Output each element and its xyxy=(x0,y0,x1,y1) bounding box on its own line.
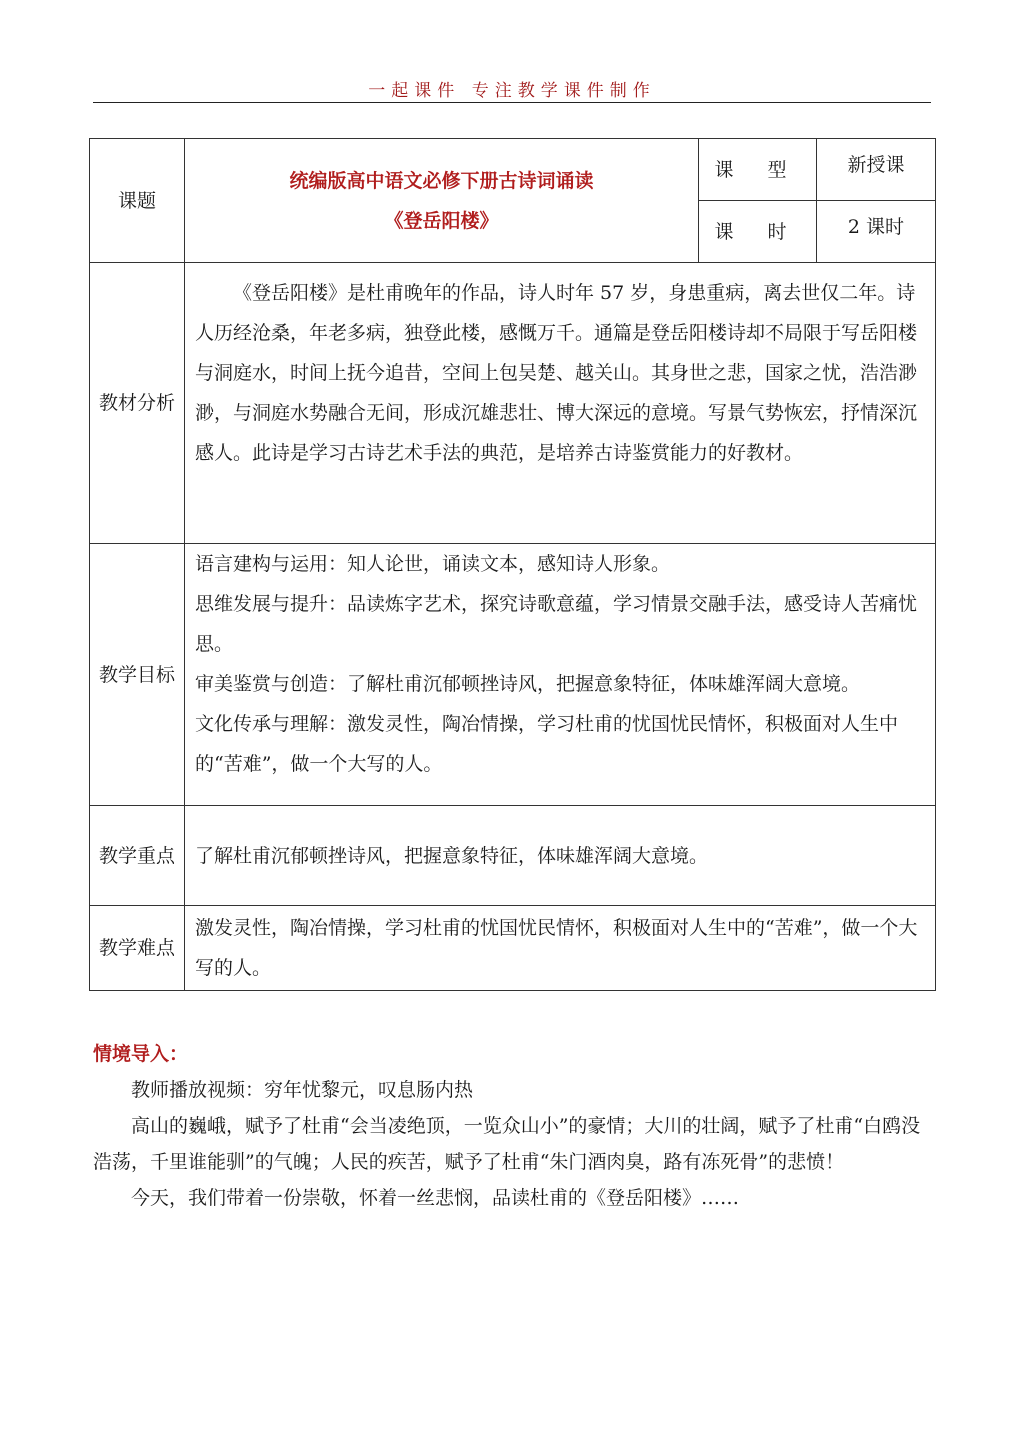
goal-item: 审美鉴赏与创造：了解杜甫沉郁顿挫诗风，把握意象特征，体味雄浑阔大意境。 xyxy=(195,673,861,695)
goal-item: 文化传承与理解：激发灵性，陶冶情操，学习杜甫的忧国忧民情怀，积极面对人生中的“苦难”，做一个大写的人。 xyxy=(195,713,899,775)
intro-heading: 情境导入： xyxy=(93,1043,189,1065)
topic-title xyxy=(185,139,699,263)
lesson-plan-table xyxy=(89,138,936,991)
difficulty-label: 教学难点 xyxy=(90,906,185,991)
goals-label: 教学目标 xyxy=(90,544,185,806)
topic-line1: 统编版高中语文必修下册古诗词诵读 xyxy=(289,169,594,192)
key-point-label: 教学重点 xyxy=(90,806,185,906)
analysis-cell xyxy=(185,263,936,544)
page-header xyxy=(93,76,931,103)
intro-paragraph: 教师播放视频：穷年忧黎元，叹息肠内热 xyxy=(131,1079,474,1101)
hours-label: 课 时 xyxy=(699,201,817,263)
goal-item: 思维发展与提升：品读炼字艺术，探究诗歌意蕴，学习情景交融手法，感受诗人苦痛忧思。 xyxy=(195,593,918,655)
goals-cell xyxy=(185,544,936,806)
difficulty-text: 激发灵性，陶冶情操，学习杜甫的忧国忧民情怀，积极面对人生中的“苦难”，做一个大写的人。 xyxy=(185,906,936,991)
header-text: 一起课件 专注教学课件制作 xyxy=(368,81,656,101)
key-point-text: 了解杜甫沉郁顿挫诗风，把握意象特征，体味雄浑阔大意境。 xyxy=(185,806,936,906)
intro-paragraph: 今天，我们带着一份崇敬，怀着一丝悲悯，品读杜甫的《登岳阳楼》…… xyxy=(131,1187,740,1209)
hours-value: 2 课时 xyxy=(817,201,936,263)
topic-label: 课题 xyxy=(90,139,185,263)
topic-line2: 《登岳阳楼》 xyxy=(384,209,499,232)
intro-section xyxy=(93,1036,939,1216)
intro-paragraph: 高山的巍峨，赋予了杜甫“会当凌绝顶，一览众山小”的豪情；大川的壮阔，赋予了杜甫“白鸥没浩荡，千里谁能驯”的气魄；人民的疾苦，赋予了杜甫“朱门酒肉臭，路有冻死骨”的悲愤！ xyxy=(93,1115,921,1173)
analysis-text: 《登岳阳楼》是杜甫晚年的作品，诗人时年 57 岁，身患重病，离去世仅二年。诗人历经沧桑，年老多病，独登此楼，感慨万千。通篇是登岳阳楼诗却不局限于写岳阳楼与洞庭水，时间上抚今追昔，空间上包吴楚、越关山。其身世之悲，国家之忧，浩浩渺渺，与洞庭水势融合无间，形成沉雄悲壮、博大深远的意境。写景气势恢宏，抒情深沉感人。此诗是学习古诗艺术手法的典范，是培养古诗鉴赏能力的好教材。 xyxy=(195,282,918,464)
type-value: 新授课 xyxy=(817,139,936,201)
type-label: 课 型 xyxy=(699,139,817,201)
analysis-label: 教材分析 xyxy=(90,263,185,544)
goal-item: 语言建构与运用：知人论世，诵读文本，感知诗人形象。 xyxy=(195,553,671,575)
